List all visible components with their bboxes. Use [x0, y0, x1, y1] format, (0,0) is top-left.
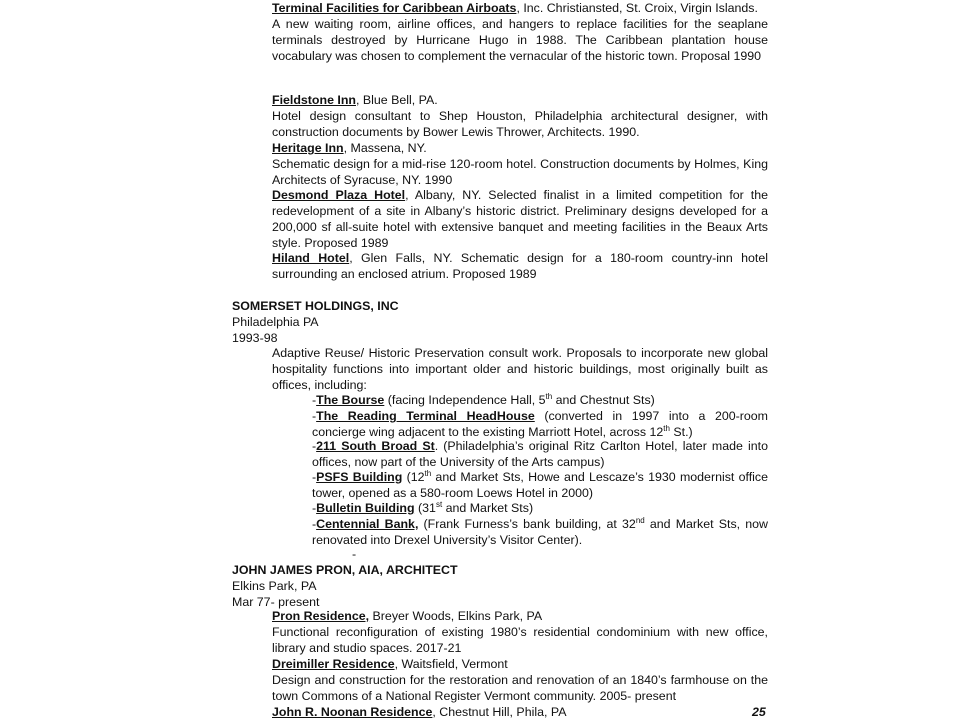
somerset-header	[232, 298, 768, 346]
item-title: 211 South Broad St	[316, 439, 435, 453]
entry-location: , Inc. Christiansted, St. Croix, Virgin Islands.	[516, 1, 758, 15]
entry-title: Heritage Inn	[272, 141, 344, 155]
entry-title: John R. Noonan Residence	[272, 705, 433, 719]
entry-title: Desmond Plaza Hotel	[272, 188, 406, 202]
entry-title: Pron Residence,	[272, 609, 370, 623]
entry-location: Breyer Woods, Elkins Park, PA	[369, 609, 543, 623]
company-years: Mar 77- present	[232, 595, 320, 609]
entry-fieldstone-inn	[272, 92, 768, 140]
entry-desmond-plaza	[272, 187, 768, 251]
entry-heritage-inn	[272, 140, 768, 188]
entry-title: Dreimiller Residence	[272, 657, 395, 671]
item-title: PSFS Building	[316, 470, 403, 484]
entry-location: , Waitsfield, Vermont	[394, 657, 508, 671]
entry-description: Hotel design consultant to Shep Houston, Philadelphia architectural designer, with construction documents by Bower Lewis Thrower, Architects. 1990.	[272, 109, 768, 139]
item-title: The Bourse	[316, 393, 385, 407]
entry-hiland-hotel	[272, 250, 768, 282]
somerset-item-reading-terminal: -The Reading Terminal HeadHouse (converted in 1997 into a 200-room concierge wing adjacent to the existing Marriott Hotel, across 12th St.)	[312, 409, 768, 439]
entry-dreimiller-residence	[272, 656, 768, 704]
somerset-item-211-broad: -211 South Broad St. (Philadelphia’s original Ritz Carlton Hotel, later made into offices, now part of the University of the Arts campus)	[312, 439, 768, 469]
company-name: SOMERSET HOLDINGS, INC	[232, 299, 399, 313]
entry-description: Schematic design for a mid-rise 120-room hotel. Construction documents by Holmes, King Architects of Syracuse, NY. 1990	[272, 157, 768, 187]
entry-description: Functional reconfiguration of existing 1980’s residential condominium with new office, library and studio spaces. 2017-21	[272, 625, 768, 655]
entry-noonan-residence	[272, 704, 732, 720]
entry-location: , Glen Falls, NY. Schematic design for a 180-room country-inn hotel surrounding an enclosed atrium. Proposed 1989	[272, 251, 768, 281]
entry-title: Hiland Hotel	[272, 251, 350, 265]
item-title: Centennial Bank,	[316, 517, 419, 531]
item-title: The Reading Terminal HeadHouse	[316, 409, 535, 423]
trailing-dash: -	[352, 547, 357, 561]
entry-description: Design and construction for the restoration and renovation of an 1840’s farmhouse on the town Commons of a National Register Vermont community. 2005- present	[272, 673, 768, 703]
entry-location: , Massena, NY.	[343, 141, 427, 155]
entry-location: , Albany, NY. Selected finalist in a limited competition for the redevelopment of a site in Albany’s historic district. Preliminary designs developed for a 200,000 sf all-suite hotel with extensive banquet and meeting facilities in the Beaux Arts style. Proposed 1989	[272, 188, 768, 250]
company-city: Elkins Park, PA	[232, 579, 317, 593]
entry-title: Fieldstone Inn	[272, 93, 356, 107]
company-years: 1993-98	[232, 331, 278, 345]
company-name: JOHN JAMES PRON, AIA, ARCHITECT	[232, 563, 458, 577]
entry-title: Terminal Facilities for Caribbean Airboats	[272, 1, 517, 15]
entry-terminal-facilities	[272, 0, 768, 64]
page-number: 25	[752, 705, 766, 719]
somerset-item-psfs: -PSFS Building (12th and Market Sts, Howe and Lescaze’s 1930 modernist office tower, opened as a 580-room Loews Hotel in 2000)	[312, 468, 769, 500]
item-title: Bulletin Building	[316, 501, 415, 515]
somerset-item-centennial: -Centennial Bank, (Frank Furness’s bank building, at 32nd and Market Sts, now renovated into Drexel University’s Visitor Center).	[312, 515, 768, 547]
somerset-intro: Adaptive Reuse/ Historic Preservation consult work. Proposals to incorporate new global hospitality functions into important older and historic buildings, most originally built as offices, including:	[272, 346, 768, 392]
entry-pron-residence	[272, 608, 768, 656]
somerset-item-bourse: -The Bourse (facing Independence Hall, 5th and Chestnut Sts)	[312, 391, 655, 407]
entry-location: , Blue Bell, PA.	[355, 93, 438, 107]
pron-header	[232, 562, 768, 610]
company-city: Philadelphia PA	[232, 315, 319, 329]
entry-description: A new waiting room, airline offices, and hangers to replace facilities for the seaplane terminals destroyed by Hurricane Hugo in 1988. The Caribbean plantation house vocabulary was chosen to complement the vernacular of the historic town. Proposal 1990	[272, 17, 768, 63]
somerset-item-bulletin: -Bulletin Building (31st and Market Sts)	[312, 499, 534, 515]
entry-location: , Chestnut Hill, Phila, PA	[432, 705, 567, 719]
